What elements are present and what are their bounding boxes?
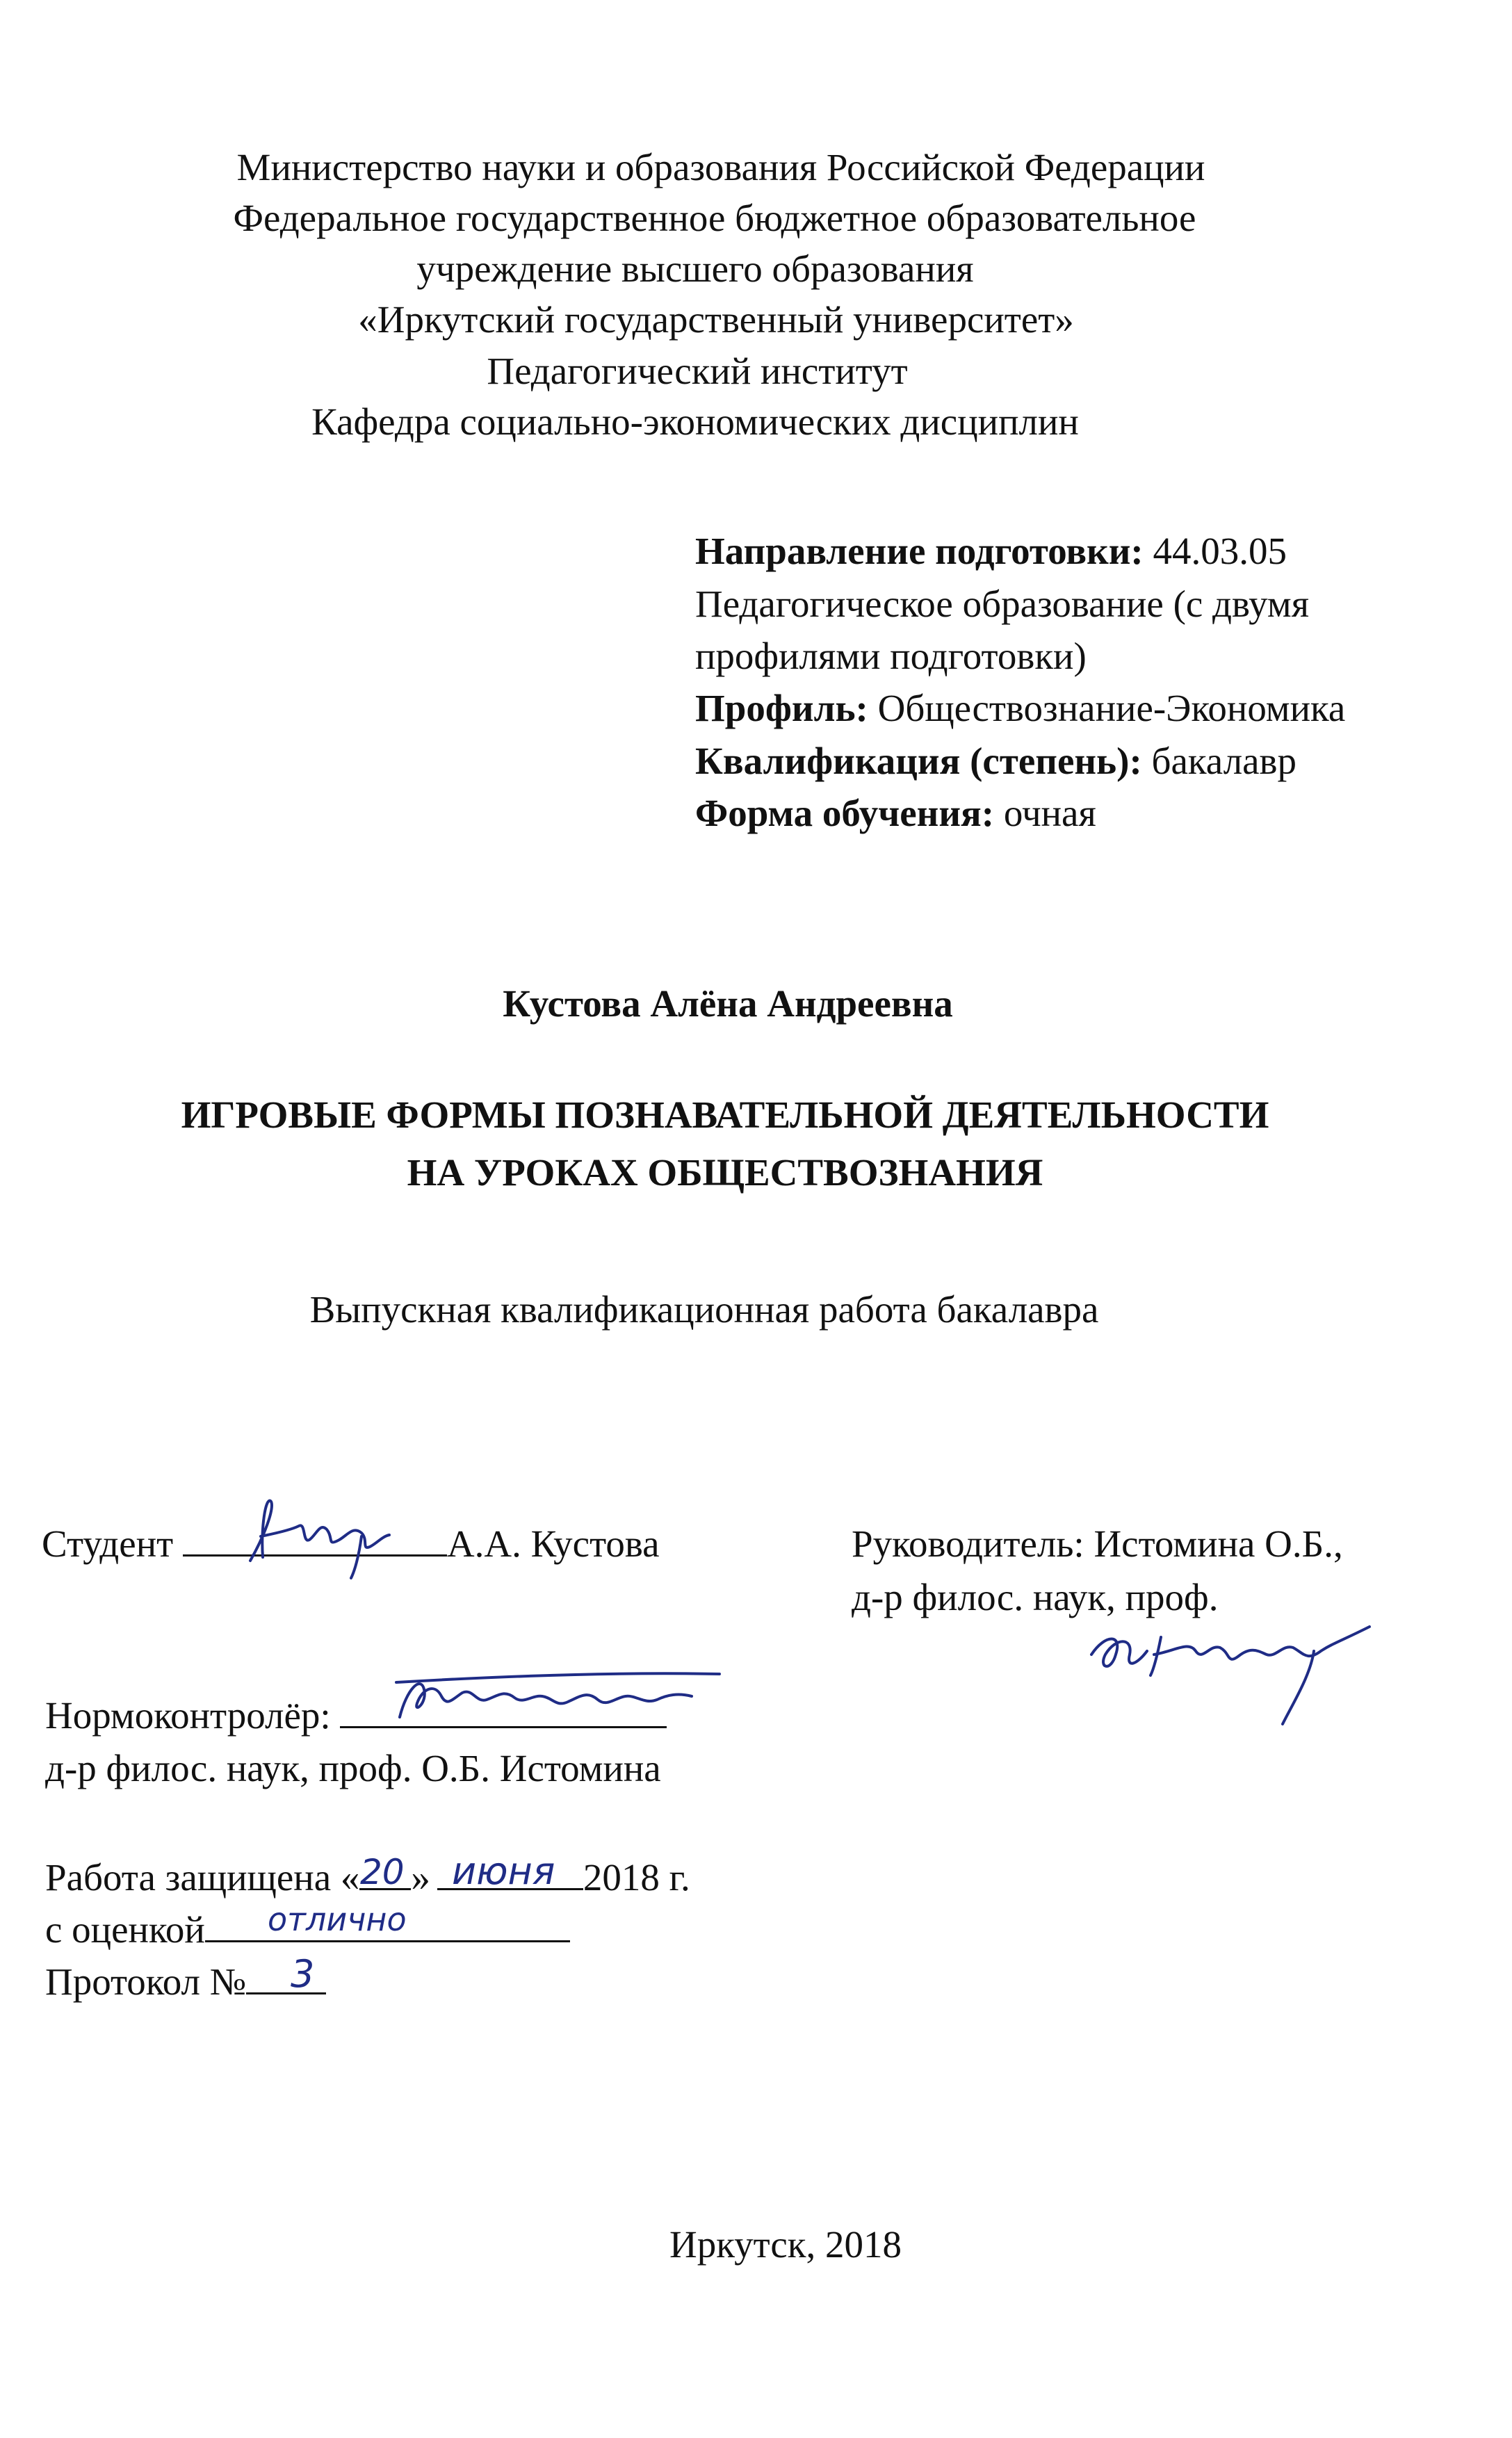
- supervisor-line-1: Руководитель: Истомина О.Б.,: [852, 1522, 1343, 1565]
- grade-label: с оценкой: [45, 1908, 205, 1951]
- defense-year: 2018 г.: [583, 1856, 690, 1899]
- study-form-row: [695, 788, 1096, 838]
- protocol-label: Протокол №: [45, 1960, 247, 2003]
- direction-row: [695, 526, 1287, 576]
- student-signature-image: [222, 1495, 445, 1585]
- study-form-value: очная: [994, 792, 1096, 834]
- direction-label: Направление подготовки:: [695, 530, 1144, 572]
- thesis-title-line-2: НА УРОКАХ ОБЩЕСТВОЗНАНИЯ: [407, 1151, 1043, 1194]
- student-name: А.А. Кустова: [446, 1522, 660, 1565]
- defense-month-handwritten: июня: [452, 1849, 555, 1893]
- qualification-label: Квалификация (степень):: [695, 740, 1142, 782]
- city-year: Иркутск, 2018: [669, 2223, 902, 2266]
- ministry-line: Министерство науки и образования Российской Федерации: [236, 146, 1205, 188]
- institution-level-line: учреждение высшего образования: [416, 247, 974, 290]
- author-name: Кустова Алёна Андреевна: [503, 982, 953, 1025]
- profile-row: [695, 683, 1345, 733]
- profile-value: Обществознание-Экономика: [868, 687, 1346, 729]
- normcontrol-signature-image: [386, 1661, 733, 1745]
- direction-code: 44.03.05: [1143, 530, 1287, 572]
- qualification-value: бакалавр: [1141, 740, 1297, 782]
- profile-label: Профиль:: [695, 687, 868, 729]
- qualification-row: [695, 736, 1296, 786]
- study-form-label: Форма обучения:: [695, 792, 995, 834]
- university-type-line: Федеральное государственное бюджетное образовательное: [233, 197, 1196, 239]
- direction-name-line-2: профилями подготовки): [695, 635, 1087, 677]
- protocol-number-handwritten: 3: [291, 1952, 315, 1996]
- work-type: Выпускная квалификационная работа бакалавра: [309, 1288, 1099, 1331]
- grade-handwritten: отлично: [268, 1901, 407, 1938]
- institute-line: Педагогический институт: [487, 350, 908, 392]
- department-line: Кафедра социально-экономических дисциплин: [311, 400, 1079, 443]
- normcontrol-name: д-р филос. наук, проф. О.Б. Истомина: [45, 1747, 661, 1789]
- student-label: Студент: [42, 1522, 183, 1565]
- protocol-row: [45, 1957, 326, 2007]
- university-name-line: «Иркутский государственный университет»: [358, 298, 1074, 341]
- thesis-title-line-1: ИГРОВЫЕ ФОРМЫ ПОЗНАВАТЕЛЬНОЙ ДЕЯТЕЛЬНОСТИ: [181, 1094, 1269, 1136]
- normcontrol-label: Нормоконтролёр:: [45, 1694, 341, 1737]
- supervisor-signature-image: [1084, 1613, 1376, 1731]
- quote-close: »: [411, 1856, 430, 1899]
- defense-day-handwritten: 20: [360, 1852, 405, 1892]
- direction-name-line-1: Педагогическое образование (с двумя: [695, 583, 1310, 625]
- defended-label: Работа защищена «: [45, 1856, 360, 1899]
- supervisor-line-2: д-р филос. наук, проф.: [852, 1576, 1219, 1618]
